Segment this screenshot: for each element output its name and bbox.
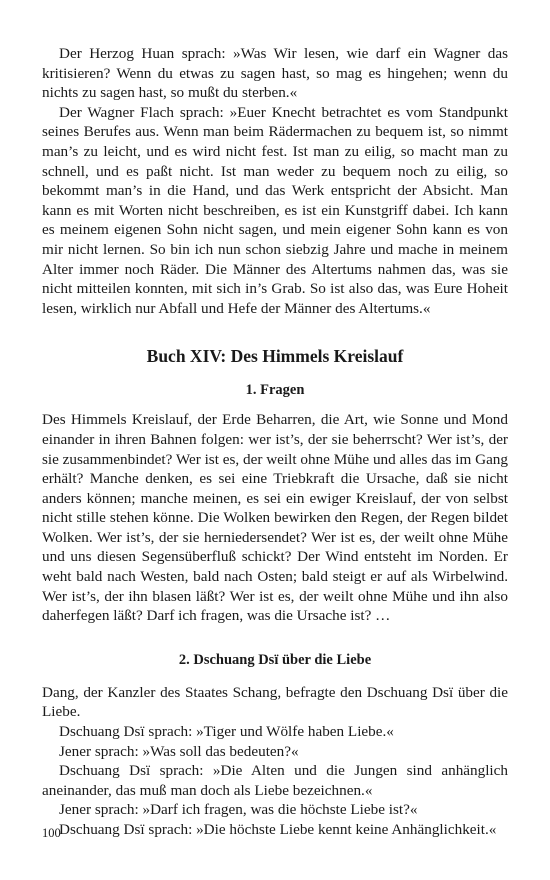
paragraph-liebe-3: Jener sprach: »Was soll das bedeuten?« bbox=[59, 742, 299, 760]
paragraph-liebe-4: Dschuang Dsï sprach: »Die Alten und die Jungen sind anhänglich aneinander, das muß man doch als Liebe bezeichnen.« bbox=[42, 762, 508, 799]
paragraph-herzog: Der Herzog Huan sprach: »Was Wir lesen, wie darf ein Wagner das kritisieren? Wenn du etwas zu sagen hast, so mag es hingehen; wenn du nichts zu sagen hast, so mußt du sterben.« bbox=[42, 45, 508, 102]
section-title-fragen: 1. Fragen bbox=[245, 382, 305, 399]
page-number: 100 bbox=[42, 826, 61, 840]
text-block bbox=[42, 44, 508, 840]
paragraph-wagner: Der Wagner Flach sprach: »Euer Knecht betrachtet es vom Standpunkt seines Berufes aus. Wenn man beim Rädermachen zu bequem ist, so nimmt man’s zu leicht, und es wird nicht fest. Ist man zu eilig, so macht man zu schnell, und es paßt nicht. Ist man weder zu bequem noch zu eilig, so bekommt man’s in die Hand, und das Werk entspricht der Absicht. Man kann es mit Worten nicht beschreiben, es ist ein Kunstgriff dabei. Ich kann es meinem eigenen Sohn nicht sagen, und mein eigener Sohn kann es von mir nicht lernen. So bin ich nun schon siebzig Jahre und mache in meinem Alter immer noch Räder. Die Männer des Altertums nahmen das, was sie nicht mitteilen konnten, mit sich in’s Grab. So ist also das, was Eure Hoheit lesen, wirklich nur Abfall und Hefe der Männer des Altertums.« bbox=[42, 103, 508, 317]
paragraph-liebe-2: Dschuang Dsï sprach: »Tiger und Wölfe haben Liebe.« bbox=[59, 723, 394, 741]
paragraph-liebe-5: Jener sprach: »Darf ich fragen, was die höchste Liebe ist?« bbox=[59, 801, 418, 819]
paragraph-liebe-1: Dang, der Kanzler des Staates Schang, befragte den Dschuang Dsï über die Liebe. bbox=[42, 683, 508, 721]
section-title-liebe: 2. Dschuang Dsï über die Liebe bbox=[178, 651, 372, 668]
book-title: Buch XIV: Des Himmels Kreislauf bbox=[146, 346, 404, 367]
paragraph-liebe-6: Dschuang Dsï sprach: »Die höchste Liebe kennt keine Anhänglichkeit.« bbox=[59, 821, 497, 838]
paragraph-fragen: Des Himmels Kreislauf, der Erde Beharren, die Art, wie Sonne und Mond einander in ihren Bahnen folgen: wer ist’s, der sie beherrscht? Wer ist’s, der sie zusammenbindet? Wer ist es, der weilt ohne Mühe und alles das im Gang erhält? Manche denken, es sei eine Triebkraft die Ursache, daß sie nicht anders können; manche meinen, es sei ein ewiger Kreislauf, der von selbst nicht stille stehen könne. Die Wolken bewirken den Regen, der Regen bildet Wolken. Wer ist’s, der sie herniedersendet? Wer ist es, der weilt ohne Mühe und uns diesen Segensüberfluß schickt? Der Wind entsteht im Norden. Er weht bald nach Westen, bald nach Osten; bald steigt er auf als Wirbelwind. Wer ist’s, der ihn blasen läßt? Wer ist es, der weilt ohne Mühe und ihn also daherfegen läßt? Darf ich fragen, was die Ursache ist? … bbox=[42, 411, 508, 625]
